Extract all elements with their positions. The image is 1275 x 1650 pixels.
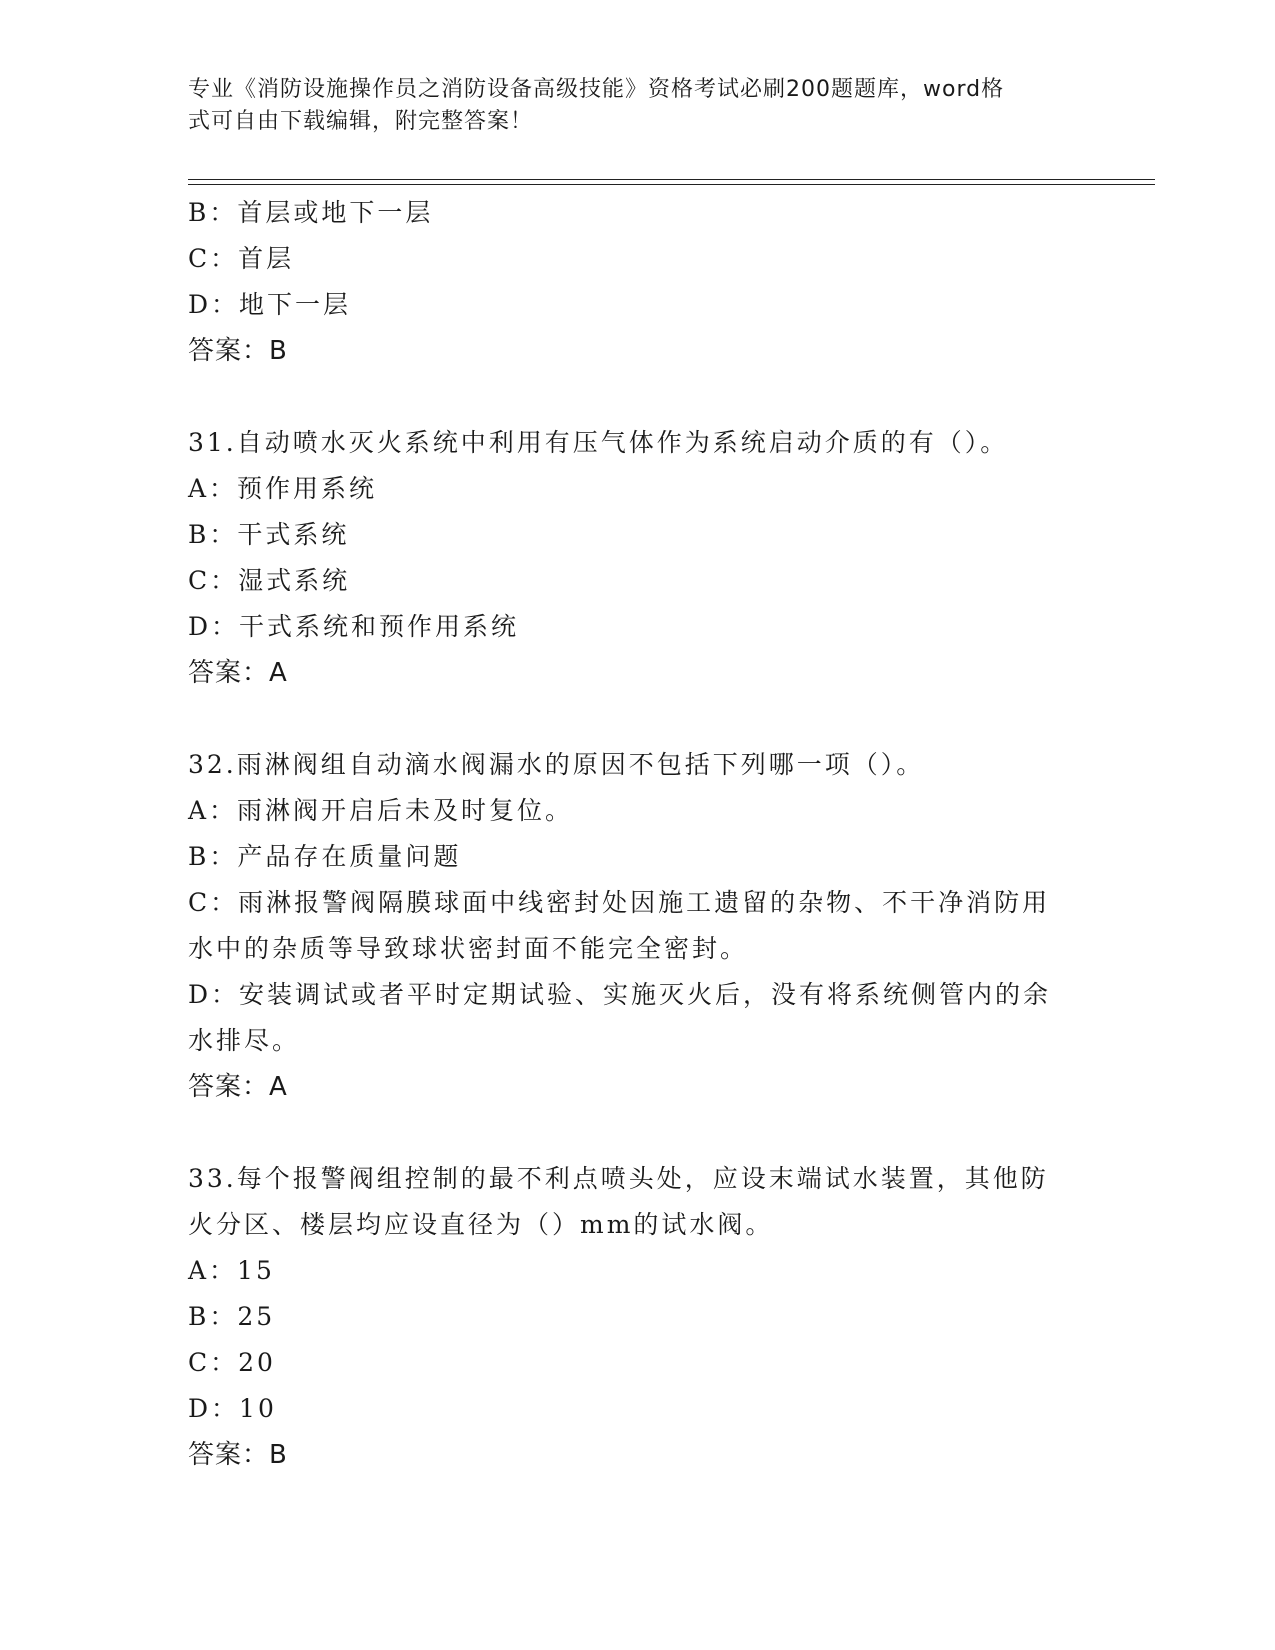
answer-line: 答案：B xyxy=(188,336,288,366)
question-stem-continued: 火分区、楼层均应设直径为（）mm的试水阀。 xyxy=(188,1210,774,1239)
option-d: D：地下一层 xyxy=(188,290,352,319)
spacer xyxy=(188,374,1088,420)
option-b: B：产品存在质量问题 xyxy=(188,842,462,871)
answer-line: 答案：B xyxy=(188,1440,288,1470)
option-c: C：湿式系统 xyxy=(188,566,351,595)
option-a: A：预作用系统 xyxy=(188,474,378,503)
header-divider-bottom xyxy=(188,184,1155,185)
option-c: C：首层 xyxy=(188,244,295,273)
header-divider-top xyxy=(188,179,1155,180)
option-c-continued: 水中的杂质等导致球状密封面不能完全密封。 xyxy=(188,934,749,963)
question-stem: 33.每个报警阀组控制的最不利点喷头处，应设末端试水装置，其他防 xyxy=(188,1164,1049,1193)
spacer xyxy=(188,1110,1088,1156)
option-d: D：10 xyxy=(188,1394,277,1423)
question-stem: 32.雨淋阀组自动滴水阀漏水的原因不包括下列哪一项（）。 xyxy=(188,750,925,779)
header-line-2: 式可自由下载编辑，附完整答案！ xyxy=(188,109,534,134)
answer-line: 答案：A xyxy=(188,658,288,688)
option-b: B：首层或地下一层 xyxy=(188,198,434,227)
question-32-block xyxy=(188,742,1088,1110)
option-c: C：20 xyxy=(188,1348,276,1377)
option-d: D：干式系统和预作用系统 xyxy=(188,612,520,641)
header-line-1: 专业《消防设施操作员之消防设备高级技能》资格考试必刷200题题库，word格 xyxy=(188,77,1005,102)
prev-question-block xyxy=(188,190,1088,374)
question-33-block xyxy=(188,1156,1088,1478)
option-d: D：安装调试或者平时定期试验、实施灭火后，没有将系统侧管内的余 xyxy=(188,980,1052,1009)
option-b: B：干式系统 xyxy=(188,520,350,549)
option-c: C：雨淋报警阀隔膜球面中线密封处因施工遗留的杂物、不干净消防用 xyxy=(188,888,1051,917)
question-content xyxy=(188,190,1088,1478)
document-header xyxy=(188,74,1068,138)
question-31-block xyxy=(188,420,1088,696)
answer-line: 答案：A xyxy=(188,1072,288,1102)
question-stem: 31.自动喷水灭火系统中利用有压气体作为系统启动介质的有（）。 xyxy=(188,428,1009,457)
option-b: B：25 xyxy=(188,1302,276,1331)
option-a: A：15 xyxy=(188,1256,275,1285)
option-a: A：雨淋阀开启后未及时复位。 xyxy=(188,796,574,825)
option-d-continued: 水排尽。 xyxy=(188,1026,301,1055)
spacer xyxy=(188,696,1088,742)
